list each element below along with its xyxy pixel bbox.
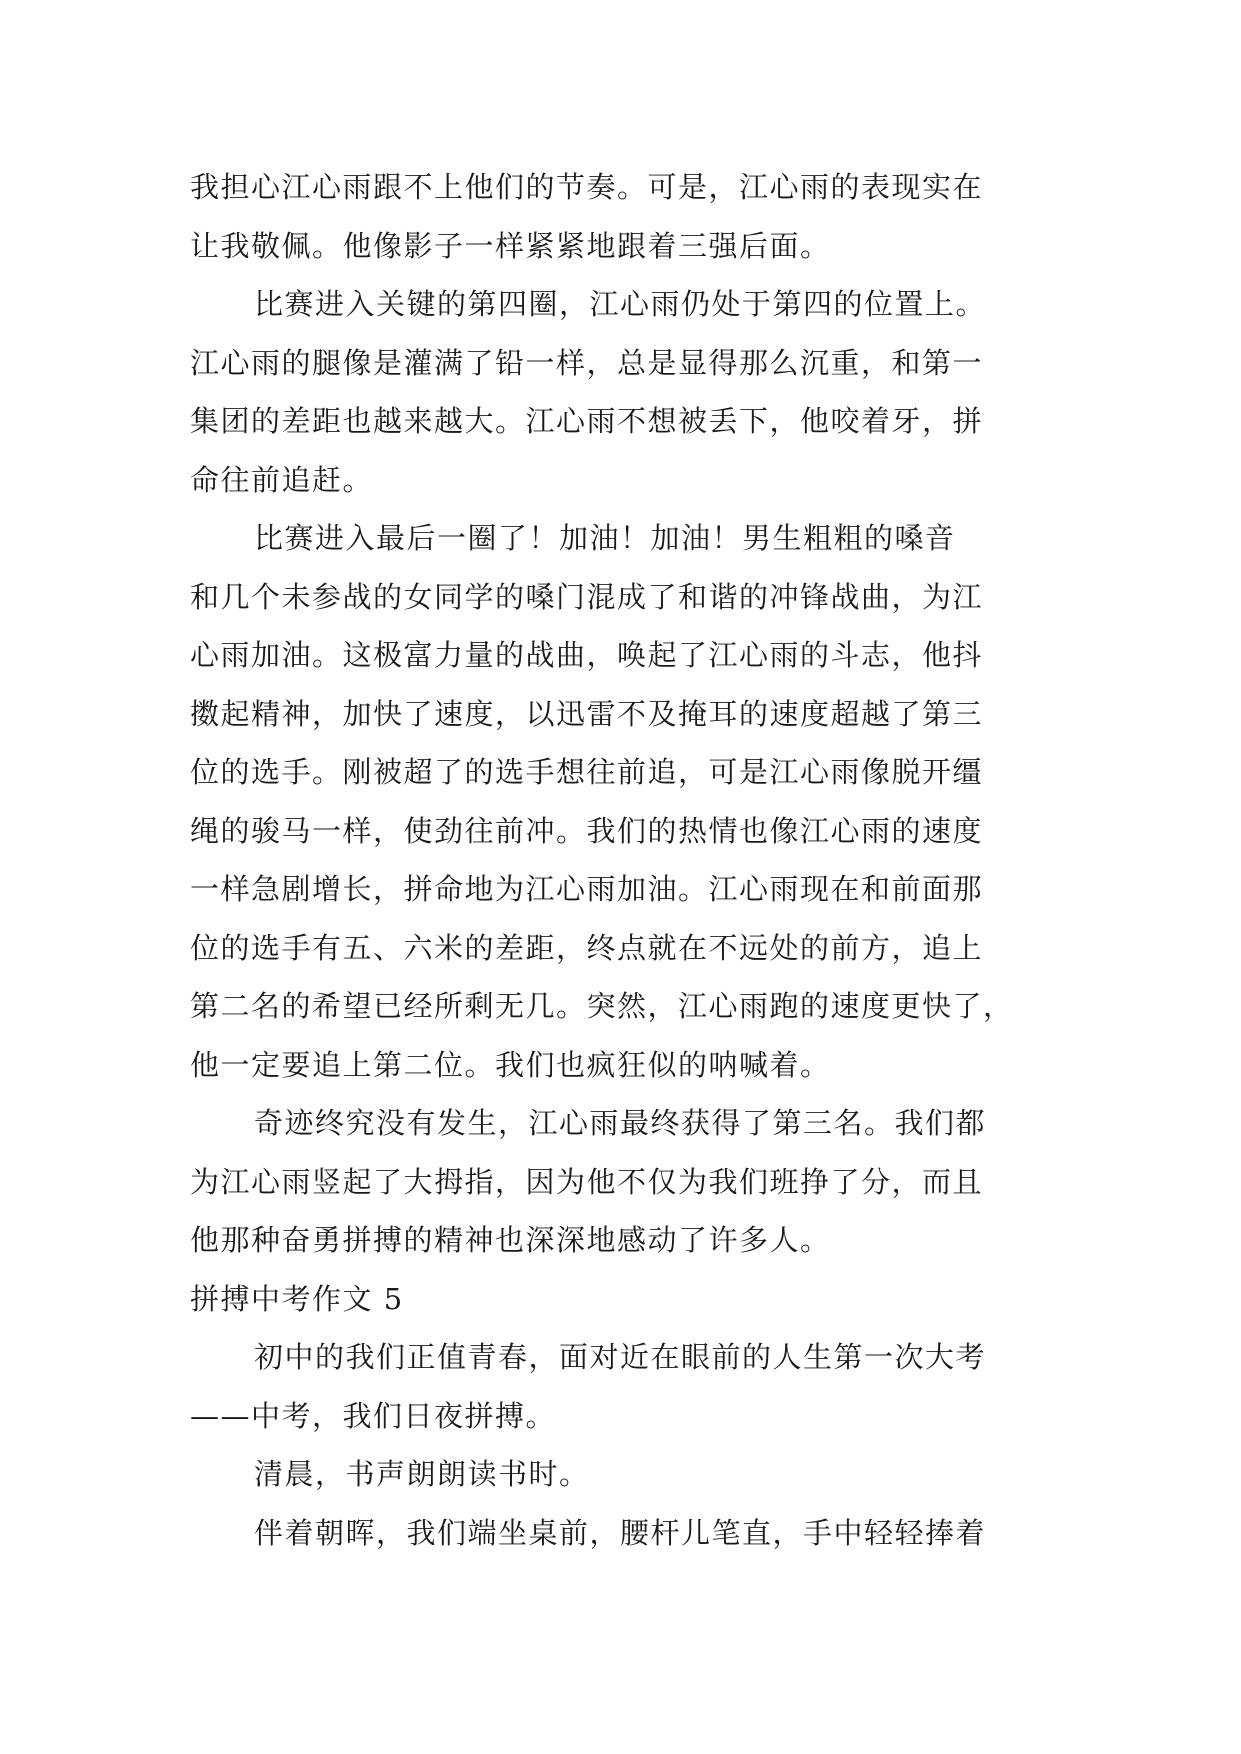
text-line: 清晨，书声朗朗读书时。 (254, 1457, 590, 1491)
text-line: 江心雨的腿像是灌满了铅一样，总是显得那么沉重，和第一 (190, 345, 984, 380)
text-line: 命往前追赶。 (190, 462, 374, 497)
text-line: 擞起精神，加快了速度，以迅雷不及掩耳的速度超越了第三 (190, 696, 984, 731)
section-heading: 拼搏中考作文 5 (190, 1281, 404, 1316)
text-line: 心雨加油。这极富力量的战曲，唤起了江心雨的斗志，他抖 (190, 638, 984, 672)
text-line: 他一定要追上第二位。我们也疯狂似的呐喊着。 (190, 1047, 831, 1082)
text-line: 伴着朝晖，我们端坐桌前，腰杆儿笔直，手中轻轻捧着 (254, 1515, 987, 1550)
text-line: 让我敬佩。他像影子一样紧紧地跟着三强后面。 (190, 228, 831, 263)
text-line: 比赛进入最后一圈了！加油！加油！男生粗粗的嗓音 (254, 521, 956, 555)
text-line: 他那种奋勇拼搏的精神也深深地感动了许多人。 (190, 1223, 831, 1257)
text-line: 第二名的希望已经所剩无几。突然，江心雨跑的速度更快了， (190, 989, 1014, 1023)
document-body (190, 158, 1070, 1562)
text-line: 初中的我们正值青春，面对近在眼前的人生第一次大考 (254, 1340, 987, 1374)
text-line: 位的选手有五、六米的差距，终点就在不远处的前方，追上 (190, 930, 984, 965)
text-line: 比赛进入关键的第四圈，江心雨仍处于第四的位置上。 (254, 287, 987, 321)
text-line: 奇迹终究没有发生，江心雨最终获得了第三名。我们都 (254, 1106, 987, 1140)
text-line: 位的选手。刚被超了的选手想往前追，可是江心雨像脱开缰 (190, 755, 984, 789)
text-line: ——中考，我们日夜拼搏。 (190, 1398, 557, 1433)
text-line: 我担心江心雨跟不上他们的节奏。可是，江心雨的表现实在 (190, 170, 984, 204)
text-line: 集团的差距也越来越大。江心雨不想被丢下，他咬着牙，拼 (190, 404, 984, 438)
text-line: 为江心雨竖起了大拇指，因为他不仅为我们班挣了分，而且 (190, 1164, 984, 1199)
text-line: 和几个未参战的女同学的嗓门混成了和谐的冲锋战曲，为江 (190, 579, 984, 614)
text-line: 一样急剧增长，拼命地为江心雨加油。江心雨现在和前面那 (190, 872, 984, 906)
text-line: 绳的骏马一样，使劲往前冲。我们的热情也像江心雨的速度 (190, 813, 984, 848)
